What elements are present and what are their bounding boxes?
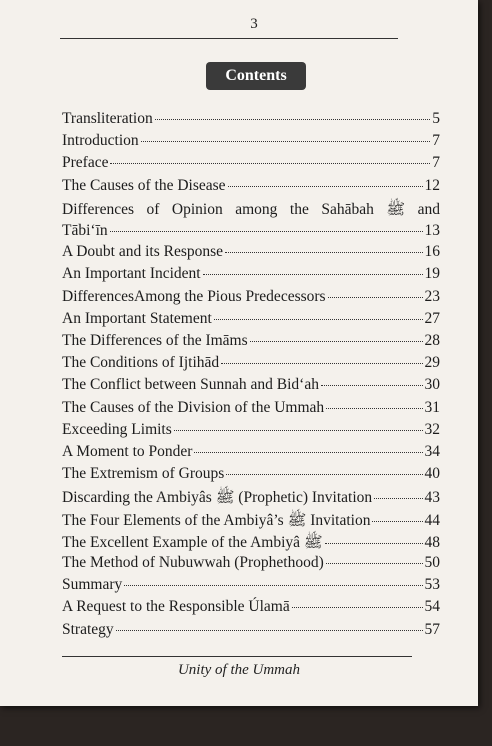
toc-entry-page: 13 [424,221,440,239]
dot-leader [155,119,431,120]
toc-entry [62,621,440,643]
dot-leader [250,341,423,342]
toc-entry-title: Preface [62,154,109,172]
toc-entry-page: 34 [424,443,440,460]
toc-entry-title: A Request to the Responsible Úlamā [62,598,290,616]
toc-entry-title: An Important Statement [62,309,212,327]
dot-leader [372,521,422,522]
toc-entry [62,243,440,265]
page-number: 3 [250,16,258,32]
toc-entry-page: 28 [424,332,440,349]
dot-leader [321,385,423,386]
toc-entry-page: 16 [424,243,440,261]
toc-entry-page: 54 [424,598,440,616]
dot-leader [221,363,422,364]
toc-entry [62,576,440,598]
toc-entry [62,465,440,487]
toc-entry-page: 53 [424,576,440,594]
dot-leader [374,498,422,499]
toc-entry [62,399,440,421]
toc-entry [62,443,440,465]
toc-entry [62,376,440,398]
toc-entry-page: 12 [424,176,440,194]
dot-leader [214,319,423,320]
toc-entry-page: 50 [424,554,440,571]
toc-entry-page: 57 [424,620,440,638]
running-footer: Unity of the Ummah [177,662,301,678]
toc-entry-title: A Moment to Ponder [62,443,193,460]
dot-leader [326,408,422,409]
toc-entry [62,354,440,376]
toc-entry-title: The Conditions of Ijtihād [62,354,220,372]
toc-entry-title: The Four Elements of the Ambiyâ’s ﷺ Invitation [62,511,371,529]
top-divider [60,38,398,39]
dot-leader [194,452,422,453]
toc-entry [62,332,440,354]
toc-entry-page: 40 [424,465,440,483]
toc-entry [62,154,440,176]
dot-leader [203,274,423,275]
toc-entry-page: 19 [424,265,440,283]
toc-entry [62,132,440,154]
toc-entry-page: 7 [432,132,440,150]
toc-entry-title: Exceeding Limits [62,420,172,438]
toc-entry-title: The Conflict between Sunnah and Bid‘ah [62,376,319,394]
dot-leader [326,563,423,564]
toc-entry-title: Tābi‘īn [62,221,108,239]
toc-entry [62,310,440,332]
toc-entry [62,288,440,310]
toc-entry-title: The Excellent Example of the Ambiyâ ﷺ [62,533,323,551]
toc-entry-title: Strategy [62,620,114,638]
dot-leader [292,607,423,608]
toc-entry-page: 44 [424,511,440,529]
dot-leader [328,297,423,298]
toc-entry [62,554,440,576]
toc-entry-title: Discarding the Ambiyâs ﷺ (Prophetic) Invitation [62,489,373,507]
toc-entry-page: 29 [424,354,440,372]
dot-leader [226,474,422,475]
toc-entry-title: Transliteration [62,110,153,127]
toc-entry-title: Summary [62,576,123,594]
toc-entry [62,598,440,620]
toc-entry-page: 23 [424,287,440,305]
toc-entry [62,532,440,554]
toc-entry-page: 32 [424,420,440,438]
dot-leader [141,141,431,142]
dot-leader [225,252,422,253]
toc-entry-page: 31 [424,398,440,416]
toc-entry-title: Introduction [62,132,139,150]
toc-entry-page: 30 [424,376,440,394]
dot-leader [124,585,422,586]
dot-leader [228,186,423,187]
dot-leader [116,630,423,631]
toc-entry-page: 7 [432,154,440,172]
toc-entry [62,110,440,132]
toc-entry-page: 27 [424,309,440,327]
toc-entry [62,265,440,287]
toc-entry [62,199,440,239]
toc-entry-page: 48 [424,533,440,551]
toc-entry [62,510,440,532]
toc-entry-title-line1: Differences of Opinion among the Sahābah ﷺ and [62,200,440,218]
toc-entry [62,421,440,443]
toc-entry-title: A Doubt and its Response [62,243,224,261]
toc-entry-page: 5 [432,110,440,127]
toc-entry [62,177,440,199]
toc-entry-title: DifferencesAmong the Pious Predecessors [62,287,326,305]
toc-entry-title: The Causes of the Disease [62,176,226,194]
dot-leader [325,543,423,544]
toc-entry-title: The Method of Nubuwwah (Prophethood) [62,554,324,571]
toc-entry-title: The Causes of the Division of the Ummah [62,398,325,416]
contents-heading: Contents [206,62,306,90]
toc-entry-title: An Important Incident [62,265,201,283]
toc-entry-title: The Differences of the Imāms [62,332,248,349]
toc-entry-page: 43 [424,489,440,507]
dot-leader [110,163,430,164]
toc-entry-title: The Extremism of Groups [62,465,225,483]
dot-leader [110,231,423,232]
dot-leader [174,430,423,431]
toc-entry [62,487,440,509]
bottom-divider [62,656,412,657]
